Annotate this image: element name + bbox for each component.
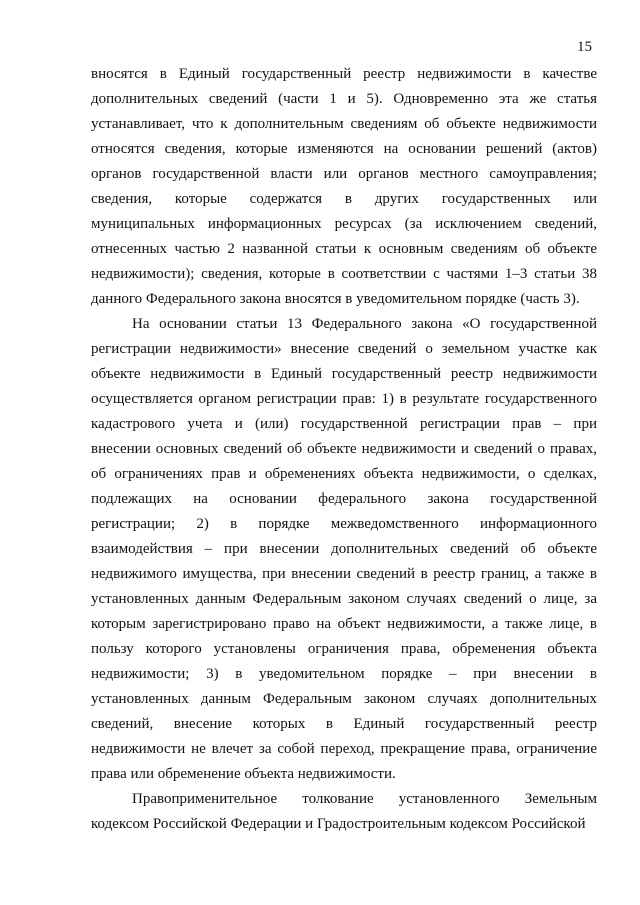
paragraph	[91, 787, 597, 837]
page-number: 15	[577, 39, 592, 55]
text-line: которым зарегистрировано право на объект недвижимости, а также лице, в	[91, 616, 597, 632]
text-line: органов государственной власти или органов местного самоуправления;	[91, 166, 597, 182]
text-line: сведений, внесение которых в Единый государственный реестр	[91, 716, 597, 732]
text-line: относятся сведения, которые изменяются на основании решений (актов)	[91, 141, 597, 157]
text-line: объекте недвижимости в Единый государственный реестр недвижимости	[91, 366, 597, 382]
text-line: подлежащих на основании федерального закона государственной	[91, 491, 597, 507]
text-line: отнесенных частью 2 названной статьи к основным сведениям об объекте	[91, 241, 597, 257]
text-line: кадастрового учета и (или) государственной регистрации прав – при	[91, 416, 597, 432]
paragraph	[91, 312, 597, 787]
paragraph	[91, 62, 597, 312]
text-line: недвижимости не влечет за собой переход, прекращение права, ограничение	[91, 741, 597, 757]
text-line: об ограничениях прав и обременениях объекта недвижимости, о сделках,	[91, 466, 597, 482]
text-line: сведения, которые содержатся в других государственных или	[91, 191, 597, 207]
text-line: регистрации; 2) в порядке межведомственного информационного	[91, 516, 597, 532]
text-line: права или обременение объекта недвижимости.	[91, 766, 396, 782]
text-line: осуществляется органом регистрации прав: 1) в результате государственного	[91, 391, 597, 407]
text-line: недвижимого имущества, при внесении сведений в реестр границ, а также в	[91, 566, 597, 582]
text-line: внесении основных сведений об объекте недвижимости и сведений о правах,	[91, 441, 597, 457]
text-line: вносятся в Единый государственный реестр недвижимости в качестве	[91, 66, 597, 82]
text-line: кодексом Российской Федерации и Градостроительным кодексом Российской	[91, 816, 586, 832]
text-line: пользу которого установлены ограничения права, обременения объекта	[91, 641, 597, 657]
text-line: недвижимости; 3) в уведомительном порядке – при внесении в	[91, 666, 597, 682]
text-line: муниципальных информационных ресурсах (за исключением сведений,	[91, 216, 597, 232]
text-line: дополнительных сведений (части 1 и 5). Одновременно эта же статья	[91, 91, 597, 107]
text-line: устанавливает, что к дополнительным сведениям об объекте недвижимости	[91, 116, 597, 132]
text-line: данного Федерального закона вносятся в уведомительном порядке (часть 3).	[91, 291, 580, 307]
text-line: установленных данным Федеральным законом случаях дополнительных	[91, 691, 597, 707]
body-text	[91, 62, 597, 837]
text-line: Правоприменительное толкование установленного Земельным	[132, 791, 597, 807]
text-line: регистрации недвижимости» внесение сведений о земельном участке как	[91, 341, 597, 357]
text-line: недвижимости); сведения, которые в соответствии с частями 1–3 статьи 38	[91, 266, 597, 282]
text-line: На основании статьи 13 Федерального закона «О государственной	[132, 316, 597, 332]
text-line: установленных данным Федеральным законом случаях сведений о лице, за	[91, 591, 597, 607]
text-line: взаимодействия – при внесении дополнительных сведений об объекте	[91, 541, 597, 557]
